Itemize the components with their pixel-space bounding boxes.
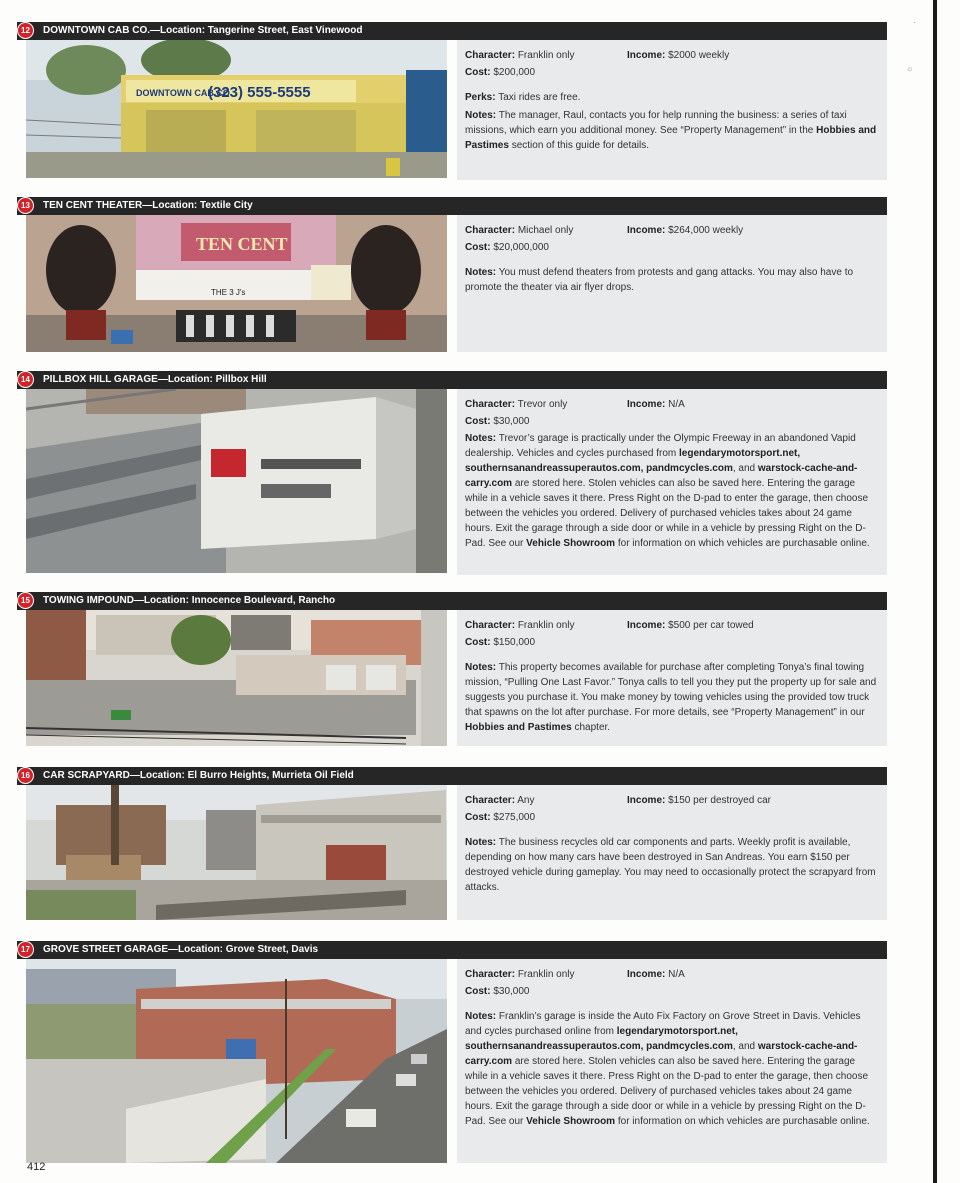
theater-board-text: THE 3 J's (211, 288, 246, 297)
cab-brand-sign: DOWNTOWN CAB CO (136, 88, 230, 98)
notes-label: Notes: (465, 267, 497, 278)
income-value: N/A (668, 969, 685, 980)
notes-text: Notes: The manager, Raul, contacts you for help running the business: a series of taxi missions, which earn you additional money. See “Property Management” in the Hobbies and Pastimes section of this guide for details. (465, 110, 877, 151)
character-value: Michael only (517, 225, 574, 236)
property-section-ten-cent-theater (17, 197, 887, 354)
notes-text: Notes: The business recycles old car components and parts. Weekly profit is available, depending on how many cars have been destroyed in San Andreas. You earn $150 per destroyed vehicle during gameplay. You may need to occasionally protect the scrapyard from attacks. (465, 837, 876, 893)
section-number-badge: 17 (17, 941, 34, 958)
income-value: $150 per destroyed car (668, 795, 771, 806)
character-value: Franklin only (517, 620, 575, 631)
cost-label: Cost: (465, 986, 491, 997)
character-label: Character: (465, 50, 516, 61)
cost-value: $30,000 (493, 986, 530, 997)
section-header: PILLBOX HILL GARAGE—Location: Pillbox Hill (17, 371, 887, 389)
section-header: DOWNTOWN CAB CO.—Location: Tangerine Street, East Vinewood (17, 22, 887, 40)
character-label: Character: (465, 399, 516, 410)
notes-text: Notes: You must defend theaters from protests and gang attacks. You may also have to promote the theater via air flyer drops. (465, 267, 854, 293)
property-info-panel (457, 215, 887, 352)
property-info-panel (457, 610, 887, 746)
income-label: Income: (627, 50, 666, 61)
character-value: Trevor only (517, 399, 568, 410)
character-value: Franklin only (517, 50, 575, 61)
section-header: GROVE STREET GARAGE—Location: Grove Street, Davis (17, 941, 887, 959)
perks-value: Taxi rides are free. (498, 92, 581, 103)
perks-label: Perks: (465, 92, 496, 103)
property-section-pillbox-hill-garage (17, 371, 887, 575)
section-number-badge: 13 (17, 197, 34, 214)
section-number-badge: 16 (17, 767, 34, 784)
income-label: Income: (627, 225, 666, 236)
property-photo (26, 40, 447, 178)
section-number-badge: 14 (17, 371, 34, 388)
perks-text (465, 90, 879, 105)
character-label: Character: (465, 969, 516, 980)
notes-text: Notes: This property becomes available for purchase after completing Tonya’s final towing mission, “Pulling One Last Favor.” Tonya calls to tell you they put the property up for sale and suggests you purchase it. You make money by towing vehicles using the provided tow truck that spawns on the lot after purchase. For more details, see “Property Management” in our Hobbies and Pastimes chapter. (465, 662, 877, 733)
cost-value: $275,000 (493, 812, 536, 823)
section-number-badge: 15 (17, 592, 34, 609)
character-value: Any (517, 795, 535, 806)
section-header: TEN CENT THEATER—Location: Textile City (17, 197, 887, 215)
cost-label: Cost: (465, 242, 491, 253)
property-photo (26, 959, 447, 1163)
income-label: Income: (627, 969, 666, 980)
cost-label: Cost: (465, 812, 491, 823)
cost-label: Cost: (465, 416, 491, 427)
income-value: $264,000 weekly (668, 225, 744, 236)
property-photo (26, 785, 447, 920)
cost-label: Cost: (465, 637, 491, 648)
property-info-panel (457, 40, 887, 180)
income-label: Income: (627, 399, 666, 410)
property-section-towing-impound (17, 592, 887, 748)
notes-text: Notes: Trevor’s garage is practically under the Olympic Freeway in an abandoned Vapid dealership. Vehicles and cycles purchased from legendarymotorsport.net, southernsanandreassuperautos.com, pandmcycles.com, and warstock-cache-and-carry.com are stored here. Stolen vehicles can also be saved here. Entering the garage while in a vehicle saves it there. Press Right on the D-pad to enter the garage, then choose between the vehicles you ordered. Delivery of purchased vehicles takes about 24 game hours. Exit the garage through a side door or while in a vehicle by pressing Right on the D-Pad. See our Vehicle Showroom for information on which vehicles are purchasable online. (465, 433, 870, 549)
income-value: $2000 weekly (668, 50, 730, 61)
section-header: TOWING IMPOUND—Location: Innocence Boulevard, Rancho (17, 592, 887, 610)
income-label: Income: (627, 620, 666, 631)
character-label: Character: (465, 225, 516, 236)
property-photo (26, 389, 447, 573)
character-value: Franklin only (517, 969, 575, 980)
property-photo (26, 610, 447, 746)
notes-label: Notes: (465, 433, 497, 444)
property-section-grove-street-garage (17, 941, 887, 1165)
notes-text: Notes: Franklin’s garage is inside the Auto Fix Factory on Grove Street in Davis. Vehicles and cycles purchased online from legendarymotorsport.net, southernsanandreassuperautos.com, pandmcycles.com, and warstock-cache-and-carry.com are stored here. Stolen vehicles can also be saved here. Entering the garage while in a vehicle saves it there. Press Right on the D-pad to enter the garage, then choose between the vehicles you ordered. Delivery of purchased vehicles takes about 24 game hours. Exit the garage through a side door or while in a vehicle by pressing Right on the D-Pad. See our Vehicle Showroom for information on which vehicles are purchasable online. (465, 1011, 870, 1127)
page-number: 412 (27, 1161, 46, 1173)
scan-mark: · (913, 18, 916, 27)
property-info-panel (457, 959, 887, 1163)
cost-value: $150,000 (493, 637, 536, 648)
notes-label: Notes: (465, 110, 497, 121)
cost-value: $30,000 (493, 416, 530, 427)
income-value: N/A (668, 399, 685, 410)
notes-label: Notes: (465, 837, 497, 848)
character-label: Character: (465, 620, 516, 631)
cab-phone-sign: (323) 555-5555 (208, 84, 311, 101)
property-section-downtown-cab (17, 22, 887, 180)
property-info-panel (457, 389, 887, 575)
scan-mark: ☼ (906, 64, 914, 73)
section-header: CAR SCRAPYARD—Location: El Burro Heights, Murrieta Oil Field (17, 767, 887, 785)
income-label: Income: (627, 795, 666, 806)
property-photo (26, 215, 447, 352)
income-value: $500 per car towed (668, 620, 754, 631)
notes-label: Notes: (465, 662, 497, 673)
character-label: Character: (465, 795, 516, 806)
property-info-panel (457, 785, 887, 920)
cost-label: Cost: (465, 67, 491, 78)
page-edge-bar (933, 0, 937, 1183)
section-number-badge: 12 (17, 22, 34, 39)
cost-value: $20,000,000 (493, 242, 549, 253)
cost-value: $200,000 (493, 67, 536, 78)
property-section-car-scrapyard (17, 767, 887, 922)
theater-marquee-sign: TEN CENT (196, 234, 288, 254)
notes-label: Notes: (465, 1011, 497, 1022)
